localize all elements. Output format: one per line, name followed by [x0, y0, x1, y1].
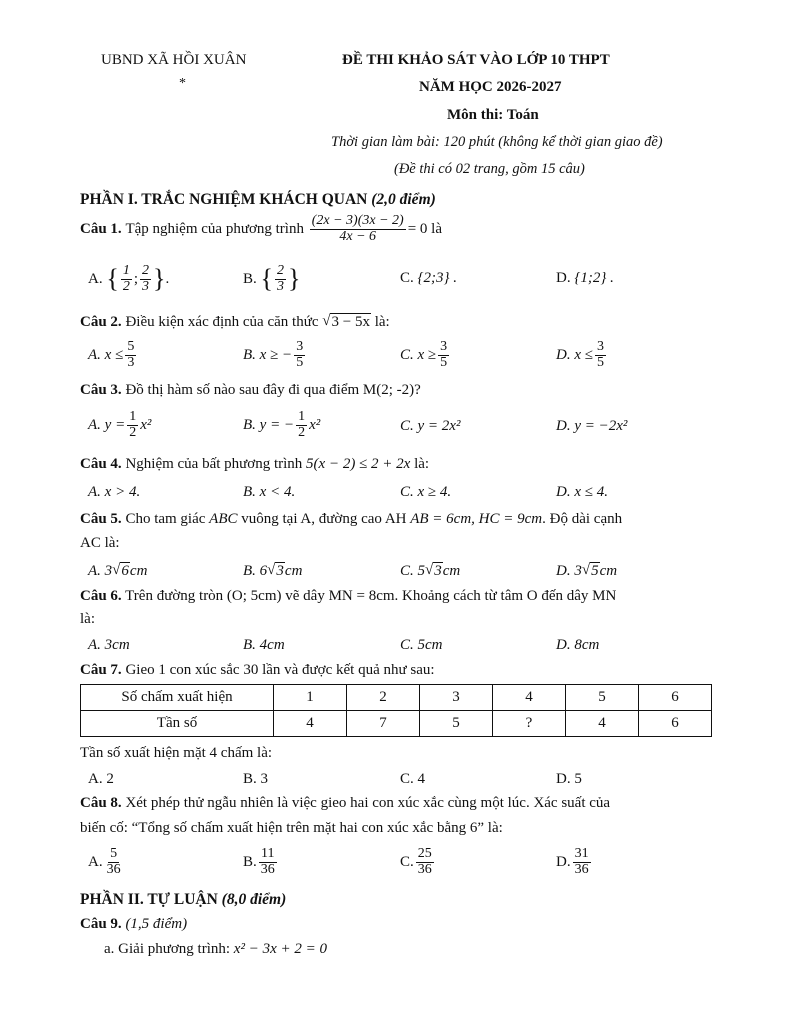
- q6-option-b[interactable]: B. 4cm: [243, 637, 285, 653]
- q2-c-d: 5: [440, 354, 448, 370]
- q3-a-post: x²: [140, 416, 152, 433]
- q1-a-d1: 2: [122, 278, 130, 294]
- q1-option-d[interactable]: [556, 270, 614, 287]
- q1-text: Tập nghiệm của phương trình: [125, 220, 304, 237]
- q1-a-frac1: [121, 264, 132, 294]
- q1-option-a[interactable]: A. { $\frac{1}{2}$ ; $\frac{2}{3}$ } .: [88, 263, 170, 294]
- q5-abc: ABC: [209, 511, 238, 527]
- q2-option-c[interactable]: [400, 340, 451, 370]
- q7-after: Tần số xuất hiện mặt 4 chấm là:: [80, 745, 273, 761]
- q1-eq: = 0: [407, 220, 428, 237]
- q2-option-b[interactable]: [243, 340, 307, 370]
- question-5: [80, 511, 622, 528]
- q8-b-frac: [259, 847, 277, 877]
- q1-den: 4x − 6: [339, 228, 377, 244]
- q8-d-frac: [573, 847, 591, 877]
- q2-option-d[interactable]: [556, 340, 608, 370]
- q5-b-post: cm: [284, 562, 303, 579]
- q5-d-pre: D. 3: [556, 562, 582, 579]
- table-cell: 1: [274, 685, 347, 711]
- q2-end: là:: [374, 313, 390, 330]
- q5-a-pre: A. 3: [88, 562, 113, 579]
- q7-option-c[interactable]: C. 4: [400, 771, 426, 787]
- q6-option-c[interactable]: C. 5cm: [400, 637, 443, 653]
- q9-a-text: a. Giải phương trình:: [104, 941, 231, 957]
- q8-option-c[interactable]: [400, 847, 436, 877]
- q2-a-frac: [125, 340, 136, 370]
- q2-d-pre: D. x ≤: [556, 346, 593, 363]
- q8-text: Xét phép thử ngẫu nhiên là việc gieo hai con xúc xắc cùng một lúc. Xác suất của: [125, 795, 611, 811]
- q3-b-frac: [296, 410, 307, 440]
- q3-option-a[interactable]: [88, 410, 151, 440]
- q1-num: (2x − 3)(3x − 2): [311, 213, 404, 228]
- q5-option-c[interactable]: C. 5 √ 3 cm: [400, 562, 461, 579]
- q5-a-post: cm: [129, 562, 148, 579]
- q2-d-d: 5: [596, 354, 604, 370]
- q5-d-post: cm: [599, 562, 618, 579]
- q5-c-rad: 3: [434, 563, 442, 579]
- question-7: [80, 662, 435, 679]
- q8-b-d: 36: [260, 861, 275, 877]
- table-cell: 4: [493, 685, 566, 711]
- q1-fraction: [310, 214, 406, 244]
- q5-a-rad: 6: [121, 563, 129, 579]
- q5-c-pre: C. 5: [400, 562, 426, 579]
- part2-heading: [80, 891, 286, 909]
- table-cell: 3: [420, 685, 493, 711]
- q4-option-a[interactable]: A. x > 4.: [88, 484, 141, 500]
- q6-label: Câu 6.: [80, 588, 122, 604]
- q1-a-d2: 3: [142, 278, 149, 294]
- q2-b-d: 5: [296, 354, 304, 370]
- frequency-table: [80, 684, 712, 737]
- q2-d-frac: [595, 340, 606, 370]
- part1-title: PHẦN I. TRẮC NGHIỆM KHÁCH QUAN: [80, 191, 368, 208]
- q9-a-expr: x² − 3x + 2 = 0: [233, 941, 327, 957]
- table-cell: 2: [347, 685, 420, 711]
- q6-text: Trên đường tròn (O; 5cm) vẽ dây MN = 8cm. Khoảng cách từ tâm O đến dây MN: [125, 588, 617, 604]
- table-cell: Số chấm xuất hiện: [81, 685, 274, 711]
- q5-text2: vuông tại A, đường cao AH: [241, 511, 407, 527]
- q6-line2: là:: [80, 611, 95, 627]
- q8-a-n: 5: [110, 846, 118, 861]
- q9-part-a: [104, 941, 327, 958]
- q1-a-n1: 1: [122, 263, 130, 278]
- q5-c-post: cm: [442, 562, 461, 579]
- q8-c-n: 25: [417, 846, 432, 861]
- question-1: [80, 214, 442, 244]
- q8-option-b[interactable]: [243, 847, 279, 877]
- q3-option-c[interactable]: C. y = 2x²: [400, 418, 461, 434]
- q5-expr: AB = 6cm, HC = 9cm: [410, 511, 543, 527]
- q3-a-pre: A. y =: [88, 416, 126, 433]
- q7-label: Câu 7.: [80, 662, 122, 678]
- q5-text1: Cho tam giác: [125, 511, 206, 527]
- table-cell: 5: [566, 685, 639, 711]
- q3-b-n: 1: [298, 409, 306, 424]
- time-note: Thời gian làm bài: 120 phút (không kể thời gian giao đề): [331, 134, 663, 150]
- q5-label: Câu 5.: [80, 511, 122, 527]
- q4-text: Nghiệm của bất phương trình: [125, 456, 303, 472]
- q8-label: Câu 8.: [80, 795, 122, 811]
- q7-option-d[interactable]: D. 5: [556, 771, 582, 787]
- question-6: [80, 588, 616, 605]
- q4-expr: 5(x − 2) ≤ 2 + 2x: [306, 456, 411, 472]
- q6-option-d[interactable]: D. 8cm: [556, 637, 600, 653]
- q5-b-rad: 3: [276, 563, 284, 579]
- q8-a-d: 36: [106, 861, 121, 877]
- part2-title: PHẦN II. TỰ LUẬN: [80, 891, 218, 908]
- table-cell: Tần số: [81, 711, 274, 737]
- part2-score: (8,0 điểm): [221, 891, 287, 908]
- page-note: (Đề thi có 02 trang, gồm 15 câu): [394, 161, 585, 177]
- q8-option-d[interactable]: [556, 847, 593, 877]
- q8-d-n: 31: [574, 846, 589, 861]
- q3-b-pre: B. y = −: [243, 416, 295, 433]
- subject: Môn thi: Toán: [447, 107, 539, 123]
- q3-option-d[interactable]: D. y = −2x²: [556, 418, 628, 434]
- q5-option-a[interactable]: A. 3 √ 6 cm: [88, 562, 148, 579]
- q8-a-label: A.: [88, 853, 103, 870]
- question-8: [80, 795, 610, 812]
- q3-option-b[interactable]: [243, 410, 320, 440]
- q8-a-frac: [105, 847, 123, 877]
- q1-option-c[interactable]: [400, 270, 457, 287]
- q2-a-d: 3: [127, 354, 135, 370]
- q1-end: là: [431, 220, 442, 237]
- question-4: [80, 456, 429, 473]
- q2-radicand: 3 − 5x: [331, 314, 370, 330]
- q2-text: Điều kiện xác định của căn thức: [125, 313, 319, 330]
- q3-a-d: 2: [129, 424, 137, 440]
- q5-b-pre: B. 6: [243, 562, 268, 579]
- q2-b-pre: B. x ≥ −: [243, 346, 293, 363]
- q1-b-label: B.: [243, 270, 257, 287]
- q5-d-rad: 5: [591, 563, 599, 579]
- q8-b-label: B.: [243, 853, 257, 870]
- q8-c-d: 36: [417, 861, 432, 877]
- q4-end: là:: [414, 456, 430, 472]
- q8-c-frac: [416, 847, 434, 877]
- q2-b-n: 3: [296, 339, 304, 354]
- q3-text: Đồ thị hàm số nào sau đây đi qua điểm M(2; -2)?: [121, 382, 421, 398]
- table-cell: 4: [566, 711, 639, 737]
- q2-c-frac: [438, 340, 449, 370]
- q5-option-d[interactable]: D. 3 √ 5 cm: [556, 562, 618, 579]
- q8-c-label: C.: [400, 853, 414, 870]
- table-cell: 4: [274, 711, 347, 737]
- q1-option-b[interactable]: B. { $\frac{2}{3}$ }: [243, 263, 301, 294]
- table-row: [81, 685, 712, 711]
- q1-a-n2: 2: [142, 263, 149, 278]
- q4-option-c[interactable]: C. x ≥ 4.: [400, 484, 452, 500]
- school-year: NĂM HỌC 2026-2027: [419, 79, 562, 95]
- q9-score: (1,5 điểm): [125, 916, 188, 932]
- part1-heading: [80, 191, 436, 209]
- q6-option-a[interactable]: A. 3cm: [88, 637, 130, 653]
- q1-label: Câu 1.: [80, 220, 122, 237]
- q3-label: Câu 3.: [80, 382, 122, 398]
- part1-score: (2,0 điểm): [371, 191, 436, 208]
- q2-label: Câu 2.: [80, 313, 122, 330]
- q3-a-n: 1: [129, 409, 137, 424]
- q7-text: Gieo 1 con xúc sắc 30 lần và được kết quả như sau:: [125, 662, 435, 678]
- q8-d-label: D.: [556, 853, 571, 870]
- q2-c-n: 3: [440, 339, 448, 354]
- table-cell: 5: [420, 711, 493, 737]
- q4-option-d[interactable]: D. x ≤ 4.: [556, 484, 608, 500]
- q8-b-n: 11: [261, 846, 275, 861]
- q2-a-n: 5: [127, 339, 135, 354]
- q1-a-label: A.: [88, 270, 103, 287]
- q8-option-a[interactable]: [88, 847, 125, 877]
- star-mark: *: [179, 76, 186, 91]
- table-row: [81, 711, 712, 737]
- q1-b-d: 3: [277, 278, 284, 294]
- question-2: [80, 313, 390, 331]
- table-cell: 7: [347, 711, 420, 737]
- q8-line2: biến cố: “Tổng số chấm xuất hiện trên mặt hai con xúc xắc bằng 6” là:: [80, 820, 503, 836]
- q2-option-a[interactable]: [88, 340, 138, 370]
- q7-option-a[interactable]: A. 2: [88, 771, 114, 787]
- q7-option-b[interactable]: B. 3: [243, 771, 269, 787]
- exam-title: ĐỀ THI KHẢO SÁT VÀO LỚP 10 THPT: [342, 52, 610, 68]
- q1-b-n: 2: [277, 263, 284, 278]
- q1-d-label: D.: [556, 270, 571, 286]
- table-cell: ?: [493, 711, 566, 737]
- question-9: [80, 916, 187, 933]
- q2-sqrt: √ 3 − 5x: [322, 313, 370, 330]
- q5-option-b[interactable]: B. 6 √ 3 cm: [243, 562, 303, 579]
- org-name: UBND XÃ HỒI XUÂN: [101, 52, 247, 68]
- q2-c-pre: C. x ≥: [400, 346, 437, 363]
- q3-b-post: x²: [309, 416, 321, 433]
- q1-c-label: C.: [400, 270, 414, 286]
- q5-text3: . Độ dài cạnh: [542, 511, 623, 527]
- q4-label: Câu 4.: [80, 456, 122, 472]
- q5-line2: AC là:: [80, 535, 120, 551]
- q1-b-frac: [275, 264, 286, 294]
- q1-c-value: {2;3} .: [417, 270, 458, 286]
- q1-d-value: {1;2} .: [574, 270, 614, 286]
- q3-b-d: 2: [298, 424, 306, 440]
- q3-a-frac: [127, 410, 138, 440]
- q2-b-frac: [294, 340, 305, 370]
- q1-a-frac2: [140, 264, 151, 294]
- q9-label: Câu 9.: [80, 916, 122, 932]
- question-3: [80, 382, 421, 399]
- q8-d-d: 36: [574, 861, 589, 877]
- q2-a-pre: A. x ≤: [88, 346, 124, 363]
- q4-option-b[interactable]: B. x < 4.: [243, 484, 296, 500]
- table-cell: 6: [639, 711, 712, 737]
- q2-d-n: 3: [596, 339, 604, 354]
- table-cell: 6: [639, 685, 712, 711]
